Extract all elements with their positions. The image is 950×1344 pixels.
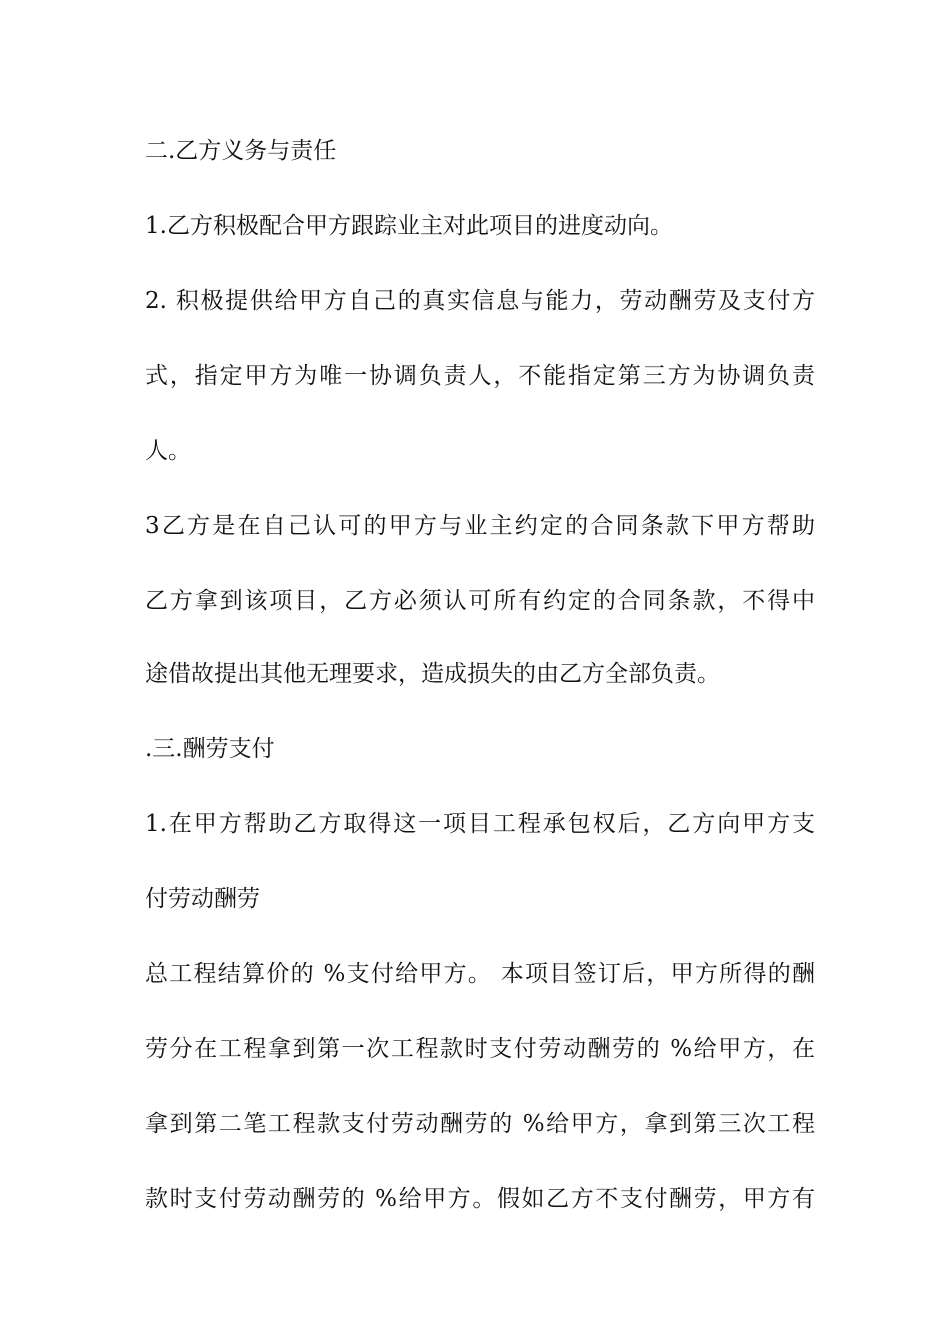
paragraph-line: 途借故提出其他无理要求，造成损失的由乙方全部负责。 <box>145 661 720 687</box>
paragraph-line: 劳分在工程拿到第一次工程款时支付劳动酬劳的 %给甲方，在 <box>145 1036 815 1062</box>
paragraph-line: 3乙方是在自己认可的甲方与业主约定的合同条款下甲方帮助 <box>145 513 815 539</box>
section-heading-3: .三.酬劳支付 <box>145 736 275 762</box>
paragraph-line: 款时支付劳动酬劳的 %给甲方。假如乙方不支付酬劳，甲方有 <box>145 1186 815 1212</box>
paragraph-line: 人。 <box>145 438 191 464</box>
paragraph-line: 付劳动酬劳 <box>145 886 260 912</box>
paragraph-line: 2. 积极提供给甲方自己的真实信息与能力，劳动酬劳及支付方 <box>145 288 815 314</box>
paragraph-line: 1.在甲方帮助乙方取得这一项目工程承包权后，乙方向甲方支 <box>145 811 815 837</box>
section-heading-2: 二.乙方义务与责任 <box>145 138 337 164</box>
paragraph-line: 乙方拿到该项目，乙方必须认可所有约定的合同条款，不得中 <box>145 588 815 614</box>
paragraph-line: 1.乙方积极配合甲方跟踪业主对此项目的进度动向。 <box>145 213 673 239</box>
paragraph-line: 拿到第二笔工程款支付劳动酬劳的 %给甲方，拿到第三次工程 <box>145 1111 815 1137</box>
paragraph-line: 式，指定甲方为唯一协调负责人，不能指定第三方为协调负责 <box>145 363 815 389</box>
paragraph-line: 总工程结算价的 %支付给甲方。 本项目签订后，甲方所得的酬 <box>145 961 815 987</box>
